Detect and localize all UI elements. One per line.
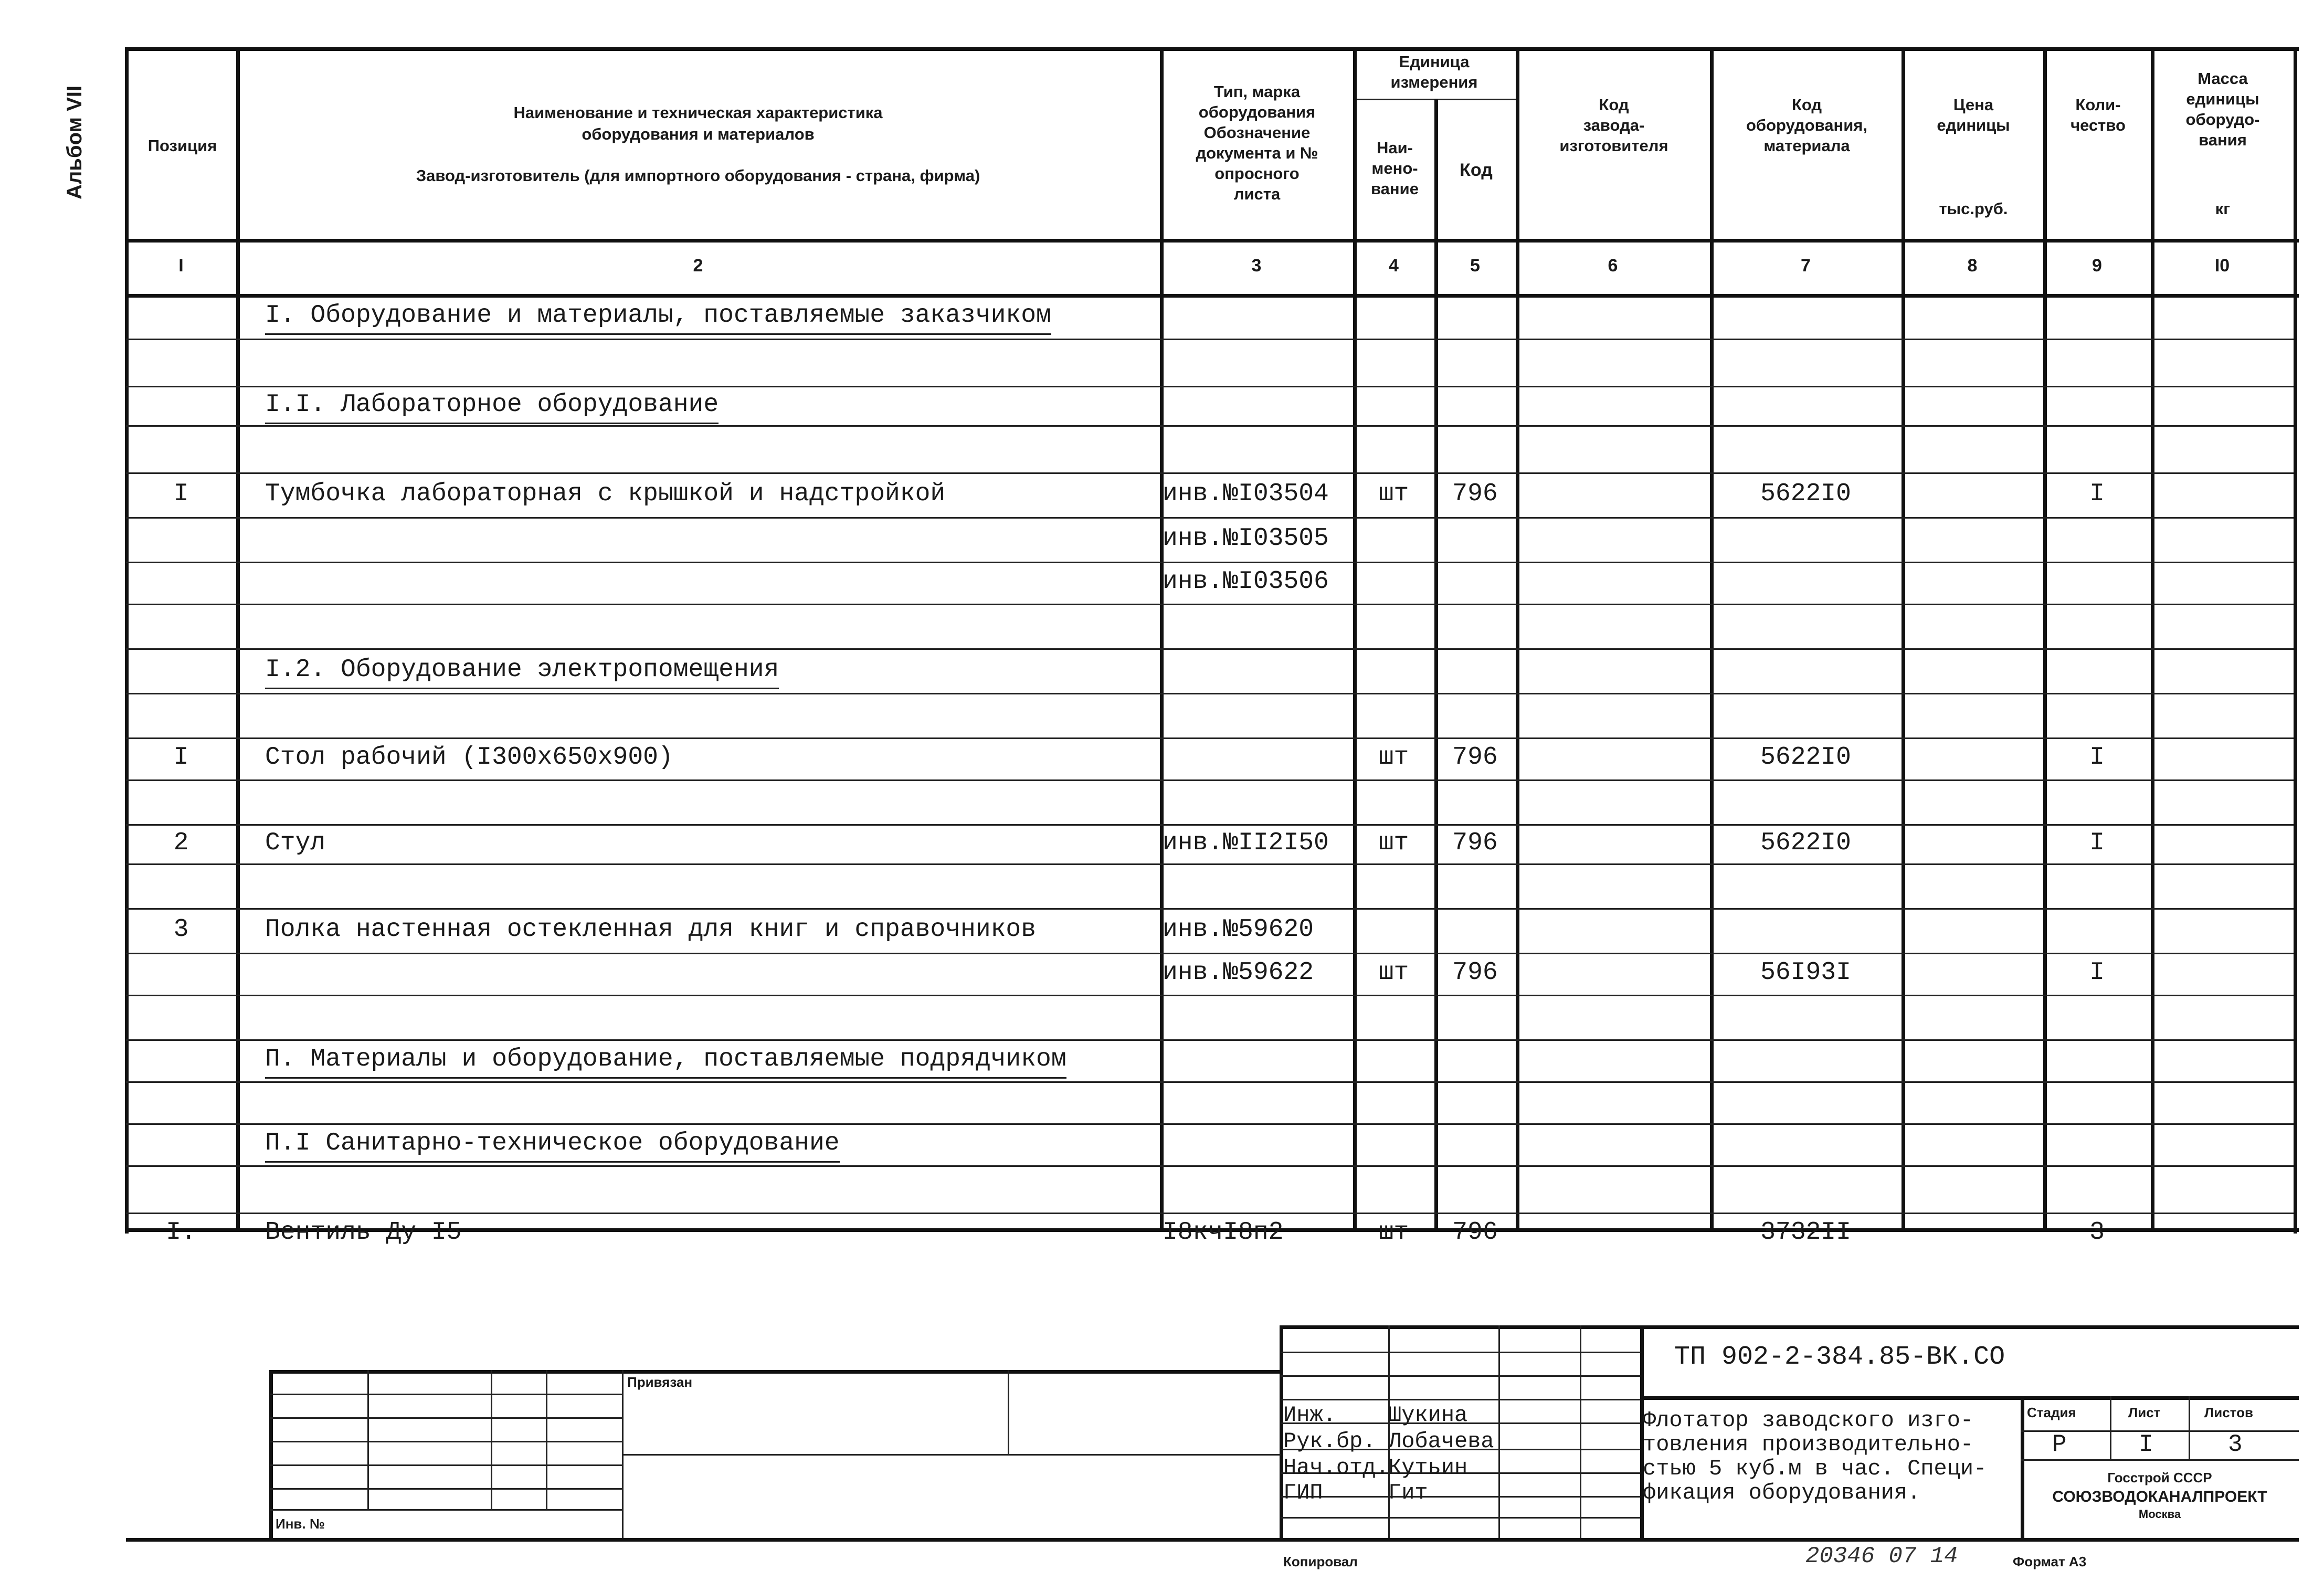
cell-type: инв.№59622 xyxy=(1163,958,1314,987)
column-line xyxy=(1160,47,1164,1228)
column-line xyxy=(2043,47,2047,1228)
priv-line xyxy=(270,1464,622,1466)
album-side-label: Альбом VII xyxy=(63,85,86,199)
row-line xyxy=(126,995,2294,996)
stamp-line xyxy=(1281,1399,1640,1400)
inv-number-label: Инв. № xyxy=(276,1516,325,1532)
cell-type: инв.№I03504 xyxy=(1163,479,1329,508)
cell-unit-code: 796 xyxy=(1452,479,1498,508)
column-line xyxy=(2151,47,2154,1228)
signatory-name: Шукина xyxy=(1388,1403,1468,1428)
signatory-name: Кутьин xyxy=(1388,1455,1468,1480)
privyazan-label: Привязан xyxy=(627,1374,693,1390)
stamp-line xyxy=(1281,1496,1640,1498)
description-line: фикация оборудования. xyxy=(1643,1480,1921,1505)
cell-position: I xyxy=(173,743,189,772)
column-line xyxy=(1902,47,1905,1228)
row-line xyxy=(126,908,2294,910)
header-line: Обозначение xyxy=(1203,123,1311,142)
cell-position: 2 xyxy=(173,828,189,857)
cell-quantity: I xyxy=(2089,828,2105,857)
row-line xyxy=(126,604,2294,605)
row-line xyxy=(126,779,2294,781)
row-line xyxy=(126,339,2294,340)
cell-unit: шт xyxy=(1378,743,1409,772)
priv-line xyxy=(270,1417,622,1419)
cell-name: Полка настенная остекленная для книг и справочников xyxy=(265,915,1037,944)
cell-name: Стол рабочий (I300x650x900) xyxy=(265,743,673,772)
header-unit-group xyxy=(1354,51,1514,92)
header-line: материала xyxy=(1763,136,1850,155)
column-line xyxy=(1516,47,1519,1228)
stage-value: Р xyxy=(2052,1431,2067,1458)
cell-unit-code: 796 xyxy=(1452,828,1498,857)
section-heading: I. Оборудование и материалы, поставляемые заказчиком xyxy=(265,300,1051,335)
row-line xyxy=(126,1039,2294,1041)
stamp-col xyxy=(1498,1325,1500,1538)
row-line xyxy=(126,693,2294,694)
cell-material-code: 56I93I xyxy=(1760,958,1851,987)
stamp-line xyxy=(1281,1352,1640,1353)
header-line: Тип, марка xyxy=(1213,82,1301,101)
row-line xyxy=(126,1165,2294,1167)
org-line3: Москва xyxy=(2138,1508,2181,1521)
row-line xyxy=(126,1081,2294,1083)
stage-label: Стадия xyxy=(2027,1405,2076,1420)
column-number: 7 xyxy=(1801,256,1811,276)
cell-unit: шт xyxy=(1378,479,1409,508)
header-line: завода- xyxy=(1583,116,1645,134)
row-line xyxy=(126,737,2294,739)
header-line: листа xyxy=(1233,185,1281,203)
row-line xyxy=(126,648,2294,650)
priv-line xyxy=(270,1441,622,1442)
header-name-line1: Наименование и техническая характеристика xyxy=(513,103,883,122)
signatory-name: Лобачева xyxy=(1388,1429,1494,1454)
header-line: документа и № xyxy=(1196,144,1318,162)
row-line xyxy=(126,1213,2294,1214)
description-line: стью 5 куб.м в час. Специ- xyxy=(1643,1456,1987,1481)
column-line xyxy=(1710,47,1714,1228)
header-unit-name xyxy=(1354,138,1435,199)
cell-unit-code: 796 xyxy=(1452,743,1498,772)
header-line: вание xyxy=(1371,180,1419,198)
column-number: I0 xyxy=(2214,256,2230,276)
row-line xyxy=(126,517,2294,519)
row-line xyxy=(126,824,2294,826)
header-type xyxy=(1163,81,1351,204)
header-line: Наи- xyxy=(1376,139,1413,157)
cell-quantity: I xyxy=(2089,479,2105,508)
sheets-label: Листов xyxy=(2204,1405,2253,1420)
header-position: Позиция xyxy=(147,136,217,155)
header-price-unit: тыс.руб. xyxy=(1939,199,2008,218)
priv-col xyxy=(546,1370,547,1509)
cell-quantity: I xyxy=(2089,743,2105,772)
priv-col xyxy=(367,1370,369,1509)
header-material-code xyxy=(1711,94,1903,156)
column-number: 2 xyxy=(693,256,703,276)
cell-unit-code: 796 xyxy=(1452,1218,1498,1247)
row-line xyxy=(126,1123,2294,1125)
org-line2: СОЮЗВОДОКАНАЛПРОЕКТ xyxy=(2052,1488,2267,1505)
signatory-role: Инж. xyxy=(1283,1403,1336,1428)
priv-col xyxy=(491,1370,492,1509)
stamp-line xyxy=(1281,1375,1640,1377)
stamp-col xyxy=(1580,1325,1581,1538)
column-number: 9 xyxy=(2092,256,2102,276)
header-line: Код xyxy=(1599,96,1629,114)
column-number: 6 xyxy=(1608,256,1618,276)
cell-material-code: 5622I0 xyxy=(1760,479,1851,508)
cell-name: Вентиль Ду I5 xyxy=(265,1218,462,1247)
header-unit-code: Код xyxy=(1460,160,1493,180)
column-number: I xyxy=(178,256,184,276)
priv-line xyxy=(270,1488,622,1490)
row-line xyxy=(126,386,2294,387)
cell-material-code: 5622I0 xyxy=(1760,743,1851,772)
copied-label: Копировал xyxy=(1283,1554,1358,1569)
section-heading: П. Материалы и оборудование, поставляемые подрядчиком xyxy=(265,1044,1066,1079)
section-heading: I.2. Оборудование электропомещения xyxy=(265,654,779,689)
row-line xyxy=(126,863,2294,865)
header-line: Цена xyxy=(1953,96,1994,114)
signatory-role: ГИП xyxy=(1283,1480,1323,1505)
header-line: изготовителя xyxy=(1559,136,1668,155)
column-line xyxy=(236,47,240,1228)
header-quantity xyxy=(2044,94,2152,135)
header-price xyxy=(1903,94,2044,135)
description-line: Флотатор заводского изго- xyxy=(1643,1408,1974,1433)
column-number: 3 xyxy=(1251,256,1262,276)
cell-unit: шт xyxy=(1378,1218,1409,1247)
cell-quantity: I xyxy=(2089,958,2105,987)
stamp-line xyxy=(1281,1517,1640,1519)
signatory-role: Нач.отд. xyxy=(1283,1455,1389,1480)
header-line: вания xyxy=(2199,131,2247,149)
document-code: ТП 902-2-384.85-ВК.СО xyxy=(1674,1342,2005,1372)
priv-line xyxy=(270,1394,622,1395)
header-mass-unit: кг xyxy=(2215,199,2231,218)
header-line: Единица xyxy=(1399,52,1470,71)
cell-quantity: 3 xyxy=(2089,1218,2105,1247)
header-mass xyxy=(2152,68,2294,150)
signatory-name: Гит xyxy=(1388,1480,1428,1505)
cell-position: 3 xyxy=(173,915,189,944)
header-name-line3: Завод-изготовитель (для импортного оборудования - страна, фирма) xyxy=(416,166,980,185)
column-number: 5 xyxy=(1470,256,1480,276)
header-line: Коли- xyxy=(2075,96,2121,114)
row-line xyxy=(126,425,2294,427)
header-line: оборудо- xyxy=(2185,110,2260,129)
row-line xyxy=(126,562,2294,563)
cell-type: I8кчI8п2 xyxy=(1163,1218,1284,1247)
header-line: Код xyxy=(1791,96,1822,114)
cell-name: Стул xyxy=(265,828,326,857)
header-line: чество xyxy=(2071,116,2126,134)
header-line: измерения xyxy=(1390,73,1478,91)
header-line: мено- xyxy=(1371,159,1418,177)
header-line: единицы xyxy=(1937,116,2010,134)
sheet-label: Лист xyxy=(2128,1405,2161,1420)
cell-material-code: 5622I0 xyxy=(1760,828,1851,857)
column-line xyxy=(1353,47,1357,1228)
archive-number: 20346 07 14 xyxy=(1805,1543,1958,1569)
section-heading: I.I. Лабораторное оборудование xyxy=(265,389,719,424)
cell-unit-code: 796 xyxy=(1452,958,1498,987)
cell-material-code: 3732II xyxy=(1760,1218,1851,1247)
cell-unit: шт xyxy=(1378,828,1409,857)
org-line1: Госстрой СССР xyxy=(2107,1470,2212,1485)
signatory-role: Рук.бр. xyxy=(1283,1429,1376,1454)
row-line xyxy=(126,953,2294,954)
sheet-value: I xyxy=(2139,1431,2153,1458)
section-heading: П.I Санитарно-техническое оборудование xyxy=(265,1127,840,1163)
cell-type: инв.№II2I50 xyxy=(1163,828,1329,857)
header-factory-code xyxy=(1517,94,1711,156)
header-line: опросного xyxy=(1214,164,1300,183)
cell-type: инв.№I03505 xyxy=(1163,524,1329,553)
cell-position: I. xyxy=(166,1218,196,1247)
description-line: товления производительно- xyxy=(1643,1432,1974,1457)
cell-unit: шт xyxy=(1378,958,1409,987)
cell-type: инв.№59620 xyxy=(1163,915,1314,944)
row-line xyxy=(126,472,2294,474)
cell-type: инв.№I03506 xyxy=(1163,567,1329,596)
column-number: 8 xyxy=(1967,256,1978,276)
header-line: оборудования, xyxy=(1746,116,1867,134)
format-label: Формат А3 xyxy=(2013,1554,2087,1569)
header-line: Масса xyxy=(2198,69,2248,88)
header-line: единицы xyxy=(2186,90,2259,108)
header-line: оборудования xyxy=(1198,103,1316,121)
sheets-value: 3 xyxy=(2228,1431,2243,1458)
cell-name: Тумбочка лабораторная с крышкой и надстройкой xyxy=(265,479,946,508)
cell-position: I xyxy=(173,479,189,508)
header-name-line2: оборудования и материалов xyxy=(582,125,815,143)
column-number: 4 xyxy=(1389,256,1399,276)
